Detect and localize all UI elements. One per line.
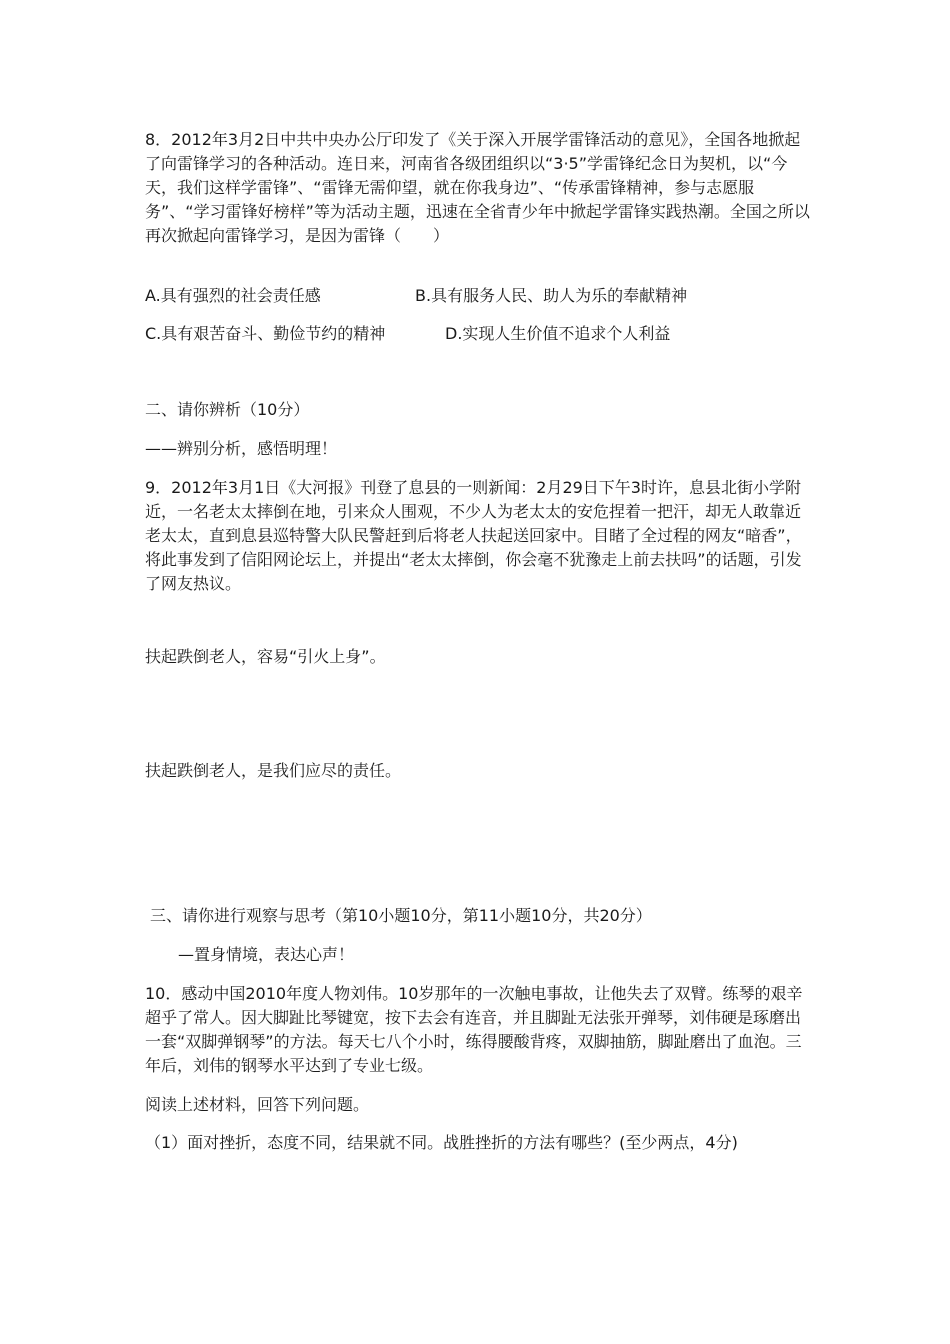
section-2-subtitle: ——辨别分析，感悟明理！: [145, 439, 338, 458]
question-9-statement-2: 扶起跌倒老人，是我们应尽的责任。: [145, 761, 402, 780]
question-8-option-d: D.实现人生价值不追求个人利益: [445, 324, 671, 343]
question-10-instruction: 阅读上述材料，回答下列问题。: [145, 1095, 370, 1114]
question-8-text: 8．2012年3月2日中共中央办公厅印发了《关于深入开展学雷锋活动的意见》，全国各地掀起了向雷锋学习的各种活动。连日来，河南省各级团组织以“3·5”学雷锋纪念日为契机，以“今天，我们这样学雷锋”、“雷锋无需仰望，就在你我身边”、“传承雷锋精神，参与志愿服务”、“学习雷锋好榜样”等为活动主题，迅速在全省青少年中掀起学雷锋实践热潮。全国之所以再次掀起向雷锋学习，是因为雷锋（ ）: [145, 130, 810, 245]
question-8-option-b: B.具有服务人民、助人为乐的奉献精神: [415, 286, 688, 305]
question-10-text: 10．感动中国2010年度人物刘伟。10岁那年的一次触电事故，让他失去了双臂。练琴的艰辛超乎了常人。因大脚趾比琴键宽，按下去会有连音，并且脚趾无法张开弹琴，刘伟硬是琢磨出一套“双脚弹钢琴”的方法。每天七八个小时，练得腰酸背疼，双脚抽筋，脚趾磨出了血泡。三年后，刘伟的钢琴水平达到了专业七级。: [145, 984, 803, 1075]
section-3-subtitle: —置身情境，表达心声！: [178, 945, 355, 964]
section-3-heading: 三、请你进行观察与思考（第10小题10分，第11小题10分，共20分）: [150, 906, 652, 925]
question-9-text: 9．2012年3月1日《大河报》刊登了息县的一则新闻：2月29日下午3时许，息县北街小学附近，一名老太太摔倒在地，引来众人围观，不少人为老太太的安危捏着一把汗，却无人敢靠近老太太，直到息县巡特警大队民警赶到后将老人扶起送回家中。目睹了全过程的网友“暗香”，将此事发到了信阳网论坛上，并提出“老太太摔倒，你会毫不犹豫走上前去扶吗”的话题，引发了网友热议。: [145, 478, 802, 593]
question-8-option-a: A.具有强烈的社会责任感: [145, 286, 321, 305]
question-9-statement-1: 扶起跌倒老人，容易“引火上身”。: [145, 647, 386, 666]
question-10-sub-1: （1）面对挫折，态度不同，结果就不同。战胜挫折的方法有哪些？(至少两点，4分): [145, 1133, 738, 1152]
section-2-heading: 二、请你辨析（10分）: [145, 400, 310, 419]
question-8-option-c: C.具有艰苦奋斗、勤俭节约的精神: [145, 324, 386, 343]
